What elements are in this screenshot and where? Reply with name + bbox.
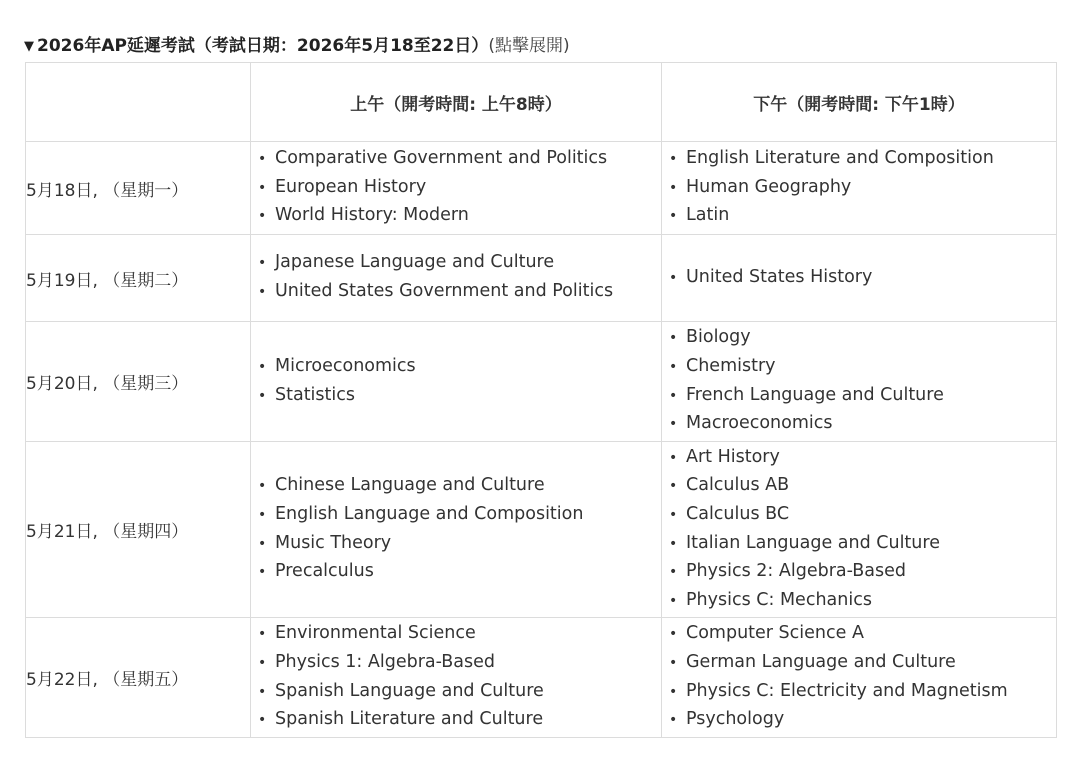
subject-name: Chemistry xyxy=(686,355,776,376)
table-row xyxy=(26,618,1057,738)
afternoon-cell xyxy=(662,142,1057,235)
afternoon-cell xyxy=(662,618,1057,738)
bullet-icon: • xyxy=(258,626,267,643)
list-item xyxy=(258,472,661,501)
list-item xyxy=(669,620,1056,649)
subject-name: European History xyxy=(275,176,427,197)
subject-list xyxy=(662,620,1056,734)
list-item xyxy=(258,620,661,649)
bullet-icon: • xyxy=(669,387,678,404)
subject-list xyxy=(662,444,1056,616)
list-item xyxy=(258,145,661,174)
bullet-icon: • xyxy=(258,564,267,581)
subject-name: English Literature and Composition xyxy=(686,148,994,169)
subject-name: Environmental Science xyxy=(275,623,476,644)
subject-name: Japanese Language and Culture xyxy=(275,252,555,273)
subject-name: Physics C: Electricity and Magnetism xyxy=(686,680,1008,701)
bullet-icon: • xyxy=(669,535,678,552)
expand-hint[interactable]: (點擊展開) xyxy=(488,36,570,56)
subject-name: Italian Language and Culture xyxy=(686,532,940,553)
list-item xyxy=(258,249,661,278)
bullet-icon: • xyxy=(669,712,678,729)
subject-name: World History: Modern xyxy=(275,205,469,226)
list-item xyxy=(669,501,1056,530)
bullet-icon: • xyxy=(258,255,267,272)
list-item xyxy=(669,264,1056,293)
list-item xyxy=(669,324,1056,353)
bullet-icon: • xyxy=(669,626,678,643)
morning-cell xyxy=(251,322,662,442)
bullet-icon: • xyxy=(669,179,678,196)
bullet-icon: • xyxy=(258,478,267,495)
subject-name: Precalculus xyxy=(275,561,374,582)
date-cell: 5月20日, （星期三） xyxy=(26,322,251,442)
subject-name: Computer Science A xyxy=(686,623,864,644)
subject-name: French Language and Culture xyxy=(686,384,944,405)
subject-name: Chinese Language and Culture xyxy=(275,475,545,496)
list-item xyxy=(258,382,661,411)
bullet-icon: • xyxy=(669,506,678,523)
list-item xyxy=(258,501,661,530)
bullet-icon: • xyxy=(669,416,678,433)
list-item xyxy=(669,202,1056,231)
subject-list xyxy=(662,324,1056,438)
subject-name: Latin xyxy=(686,205,730,226)
bullet-icon: • xyxy=(258,683,267,700)
subject-name: Music Theory xyxy=(275,532,392,553)
bullet-icon: • xyxy=(669,449,678,466)
list-item xyxy=(258,174,661,203)
subject-name: United States History xyxy=(686,266,873,287)
table-row xyxy=(26,442,1057,618)
subject-list xyxy=(251,472,661,586)
exam-schedule-toggle[interactable] xyxy=(24,35,570,58)
subject-name: Microeconomics xyxy=(275,355,416,376)
bullet-icon: • xyxy=(258,535,267,552)
subject-name: Psychology xyxy=(686,709,785,730)
list-item xyxy=(669,145,1056,174)
bullet-icon: • xyxy=(669,683,678,700)
bullet-icon: • xyxy=(669,592,678,609)
date-cell: 5月21日, （星期四） xyxy=(26,442,251,618)
bullet-icon: • xyxy=(258,654,267,671)
list-item xyxy=(258,649,661,678)
subject-name: Biology xyxy=(686,327,751,348)
list-item xyxy=(669,444,1056,473)
bullet-icon: • xyxy=(258,506,267,523)
list-item xyxy=(669,174,1056,203)
list-item xyxy=(669,649,1056,678)
subject-name: United States Government and Politics xyxy=(275,281,614,301)
bullet-icon: • xyxy=(669,478,678,495)
bullet-icon: • xyxy=(669,151,678,168)
afternoon-cell xyxy=(662,442,1057,618)
bullet-icon: • xyxy=(669,330,678,347)
list-item xyxy=(258,353,661,382)
subject-name: Art History xyxy=(686,446,780,467)
list-item xyxy=(669,530,1056,559)
subject-list xyxy=(251,249,661,306)
morning-cell xyxy=(251,142,662,235)
subject-list xyxy=(251,620,661,734)
subject-list xyxy=(251,353,661,410)
morning-cell xyxy=(251,235,662,322)
subject-name: Spanish Language and Culture xyxy=(275,680,544,701)
list-item xyxy=(669,706,1056,735)
list-item xyxy=(258,706,661,735)
subject-name: Calculus AB xyxy=(686,475,790,496)
subject-name: English Language and Composition xyxy=(275,503,584,524)
subject-name: German Language and Culture xyxy=(686,651,956,672)
bullet-icon: • xyxy=(258,712,267,729)
bullet-icon: • xyxy=(258,284,267,300)
subject-name: Physics 1: Algebra-Based xyxy=(275,651,496,672)
list-item xyxy=(669,558,1056,587)
table-row xyxy=(26,322,1057,442)
list-item xyxy=(669,353,1056,382)
heading-title: 2026年AP延遲考試（考試日期：2026年5月18至22日） xyxy=(37,36,489,56)
table-header-row xyxy=(26,63,1057,142)
subject-name: Calculus BC xyxy=(686,503,790,524)
subject-list xyxy=(251,145,661,231)
date-cell: 5月22日, （星期五） xyxy=(26,618,251,738)
date-cell: 5月19日, （星期二） xyxy=(26,235,251,322)
subject-name: Comparative Government and Politics xyxy=(275,148,608,169)
subject-list xyxy=(662,145,1056,231)
subject-name: Macroeconomics xyxy=(686,413,833,434)
header-morning: 上午（開考時間: 上午8時） xyxy=(251,63,662,142)
bullet-icon: • xyxy=(258,387,267,404)
morning-cell xyxy=(251,442,662,618)
subject-name: Physics C: Mechanics xyxy=(686,589,872,610)
list-item xyxy=(258,678,661,707)
list-item xyxy=(258,558,661,587)
exam-schedule-table xyxy=(25,62,1057,738)
subject-name: Spanish Literature and Culture xyxy=(275,709,544,730)
list-item xyxy=(669,678,1056,707)
list-item xyxy=(669,587,1056,616)
morning-cell xyxy=(251,618,662,738)
subject-name: Physics 2: Algebra-Based xyxy=(686,561,907,582)
list-item xyxy=(669,472,1056,501)
table-row xyxy=(26,142,1057,235)
bullet-icon: • xyxy=(669,269,678,286)
expand-triangle-icon[interactable]: ▼ xyxy=(24,39,34,54)
bullet-icon: • xyxy=(258,151,267,168)
header-afternoon: 下午（開考時間: 下午1時） xyxy=(662,63,1057,142)
afternoon-cell xyxy=(662,322,1057,442)
bullet-icon: • xyxy=(669,654,678,671)
bullet-icon: • xyxy=(669,208,678,225)
header-date xyxy=(26,63,251,142)
bullet-icon: • xyxy=(258,358,267,375)
subject-name: Statistics xyxy=(275,384,355,405)
list-item xyxy=(258,202,661,231)
bullet-icon: • xyxy=(258,179,267,196)
table-row xyxy=(26,235,1057,322)
subject-list xyxy=(662,264,1056,293)
list-item xyxy=(669,410,1056,439)
list-item xyxy=(669,382,1056,411)
date-cell: 5月18日, （星期一） xyxy=(26,142,251,235)
list-item xyxy=(258,278,661,307)
bullet-icon: • xyxy=(258,208,267,225)
bullet-icon: • xyxy=(669,564,678,581)
bullet-icon: • xyxy=(669,358,678,375)
list-item xyxy=(258,530,661,559)
subject-name: Human Geography xyxy=(686,176,852,197)
afternoon-cell xyxy=(662,235,1057,322)
